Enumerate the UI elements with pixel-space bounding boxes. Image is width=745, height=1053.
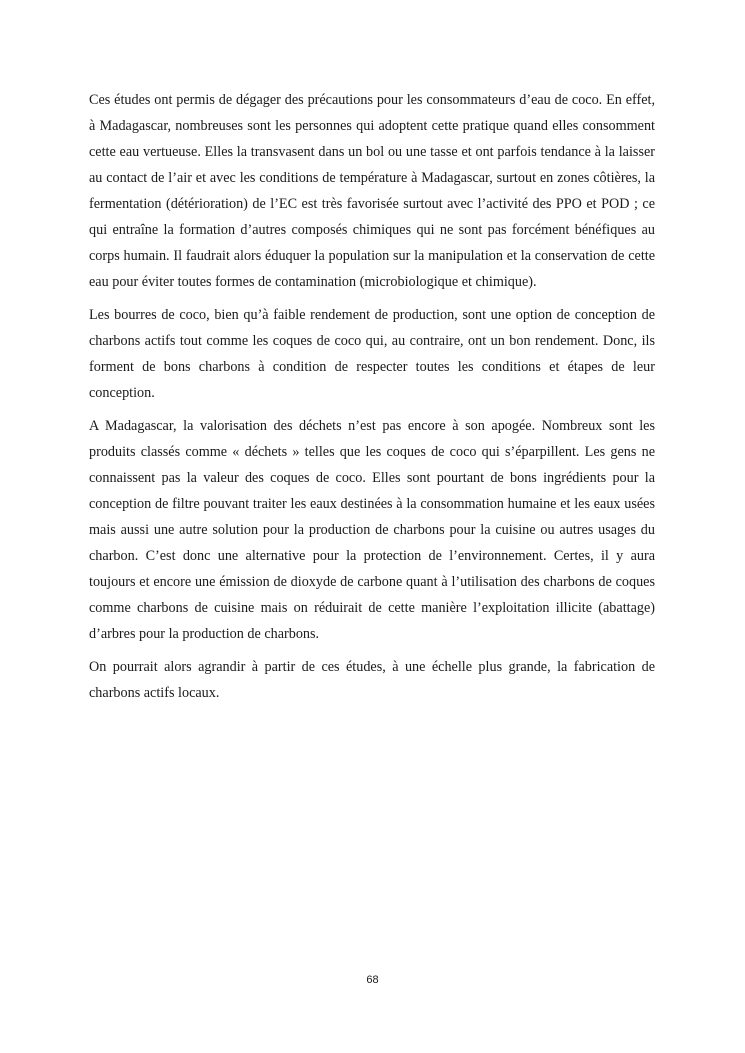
paragraph-2: Les bourres de coco, bien qu’à faible rendement de production, sont une option de conception de charbons actifs tout comme les coques de coco qui, au contraire, ont un bon rendement. Donc, ils forment de bons charbons à condition de respecter toutes les conditions et étapes de leur conception. bbox=[89, 307, 655, 401]
page-number: 68 bbox=[366, 974, 379, 986]
body-text bbox=[89, 87, 655, 713]
paragraph-3: A Madagascar, la valorisation des déchets n’est pas encore à son apogée. Nombreux sont les produits classés comme « déchets » telles que les coques de coco qui s’éparpillent. Les gens ne connaissent pas la valeur des coques de coco. Elles sont pourtant de bons ingrédients pour la conception de filtre pouvant traiter les eaux destinées à la consommation humaine et les eaux usées mais aussi une autre solution pour la production de charbons pour la cuisine ou autres usages du charbon. C’est donc une alternative pour la protection de l’environnement. Certes, il y aura toujours et encore une émission de dioxyde de carbone quant à l’utilisation des charbons de coques comme charbons de cuisine mais on réduirait de cette manière l’exploitation illicite (abattage) d’arbres pour la production de charbons. bbox=[89, 418, 655, 642]
paragraph-4: On pourrait alors agrandir à partir de ces études, à une échelle plus grande, la fabrication de charbons actifs locaux. bbox=[89, 659, 655, 701]
paragraph-1: Ces études ont permis de dégager des précautions pour les consommateurs d’eau de coco. En effet, à Madagascar, nombreuses sont les personnes qui adoptent cette pratique quand elles consomment cette eau vertueuse. Elles la transvasent dans un bol ou une tasse et ont parfois tendance à la laisser au contact de l’air et avec les conditions de température à Madagascar, surtout en zones côtières, la fermentation (détérioration) de l’EC est très favorisée surtout avec l’activité des PPO et POD ; ce qui entraîne la formation d’autres composés chimiques qui ne sont pas forcément bénéfiques au corps humain. Il faudrait alors éduquer la population sur la manipulation et la conservation de cette eau pour éviter toutes formes de contamination (microbiologique et chimique). bbox=[89, 92, 655, 290]
